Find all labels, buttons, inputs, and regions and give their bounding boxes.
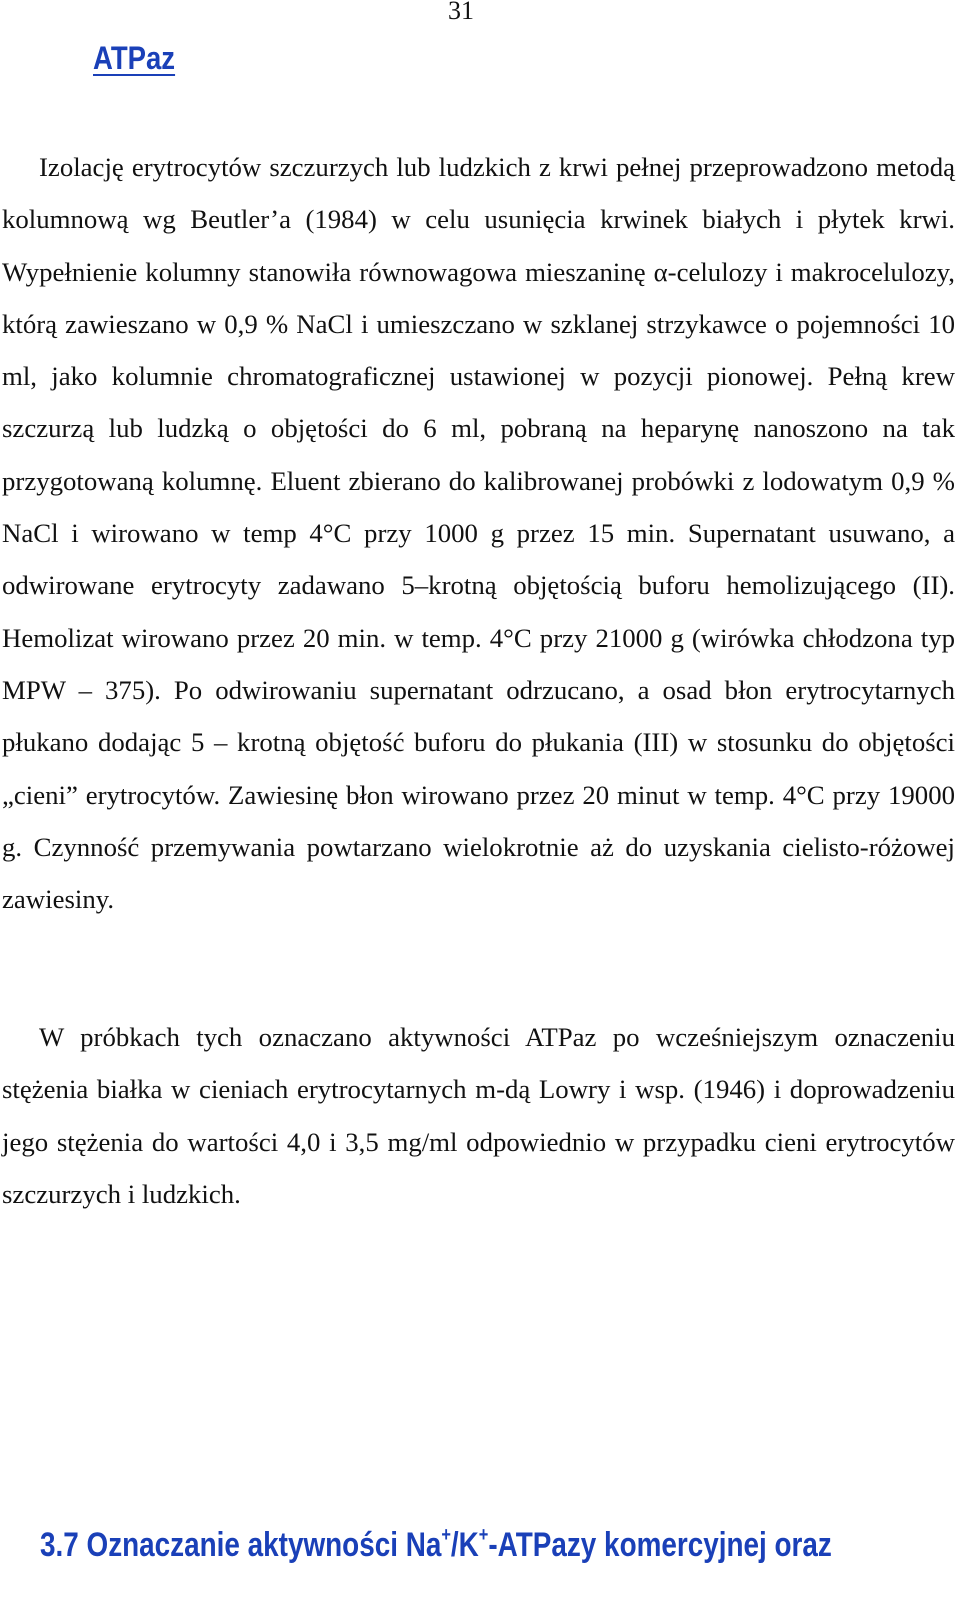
paragraph-isolation: Izolację erytrocytów szczurzych lub ludzkich z krwi pełnej przeprowadzono metodą kolumnową wg Beutler’a (1984) w celu usunięcia krwinek białych i płytek krwi. Wypełnienie kolumny stanowiła równowagowa mieszaninę α-celulozy i makrocelulozy, którą zawieszano w 0,9 % NaCl i umieszczano w szklanej strzykawce o pojemności 10 ml, jako kolumnie chromatograficznej ustawionej w pozycji pionowej. Pełną krew szczurzą lub ludzką o objętości do 6 ml, pobraną na heparynę nanoszono na tak przygotowaną kolumnę. Eluent zbierano do kalibrowanej probówki z lodowatym 0,9 % NaCl i wirowano w temp 4°C przy 1000 g przez 15 min. Supernatant usuwano, a odwirowane erytrocyty zadawano 5–krotną objętością buforu hemolizującego (II). Hemolizat wirowano przez 20 min. w temp. 4°C przy 21000 g (wirówka chłodzona typ MPW – 375). Po odwirowaniu supernatant odrzucano, a osad błon erytrocytarnych płukano dodając 5 – krotną objętość buforu do płukania (III) w stosunku do objętości „cieni” erytrocytów. Zawiesinę błon wirowano przez 20 minut w temp. 4°C przy 19000 g. Czynność przemywania powtarzano wielokrotnie aż do uzyskania cielisto-różowej zawiesiny. (2, 152, 955, 915)
heading-fragment: ATPaz (93, 40, 176, 76)
section-heading-suffix: -ATPazy komercyjnej oraz (488, 1526, 832, 1564)
page-number: 31 (448, 0, 474, 25)
section-heading-prefix: 3.7 Oznaczanie aktywności Na (40, 1526, 442, 1564)
section-heading-sup-k: + (478, 1524, 489, 1546)
section-heading (40, 1522, 832, 1568)
paragraph-atpase-assay: W próbkach tych oznaczano aktywności ATPaz po wcześniejszym oznaczeniu stężenia białka w cieniach erytrocytarnych m-dą Lowry i wsp. (1946) i doprowadzeniu jego stężenia do wartości 4,0 i 3,5 mg/ml odpowiednio w przypadku cieni erytrocytów szczurzych i ludzkich. (2, 1022, 955, 1209)
section-heading-middle: /K (450, 1526, 479, 1564)
section-heading-sup-na: + (441, 1524, 451, 1546)
